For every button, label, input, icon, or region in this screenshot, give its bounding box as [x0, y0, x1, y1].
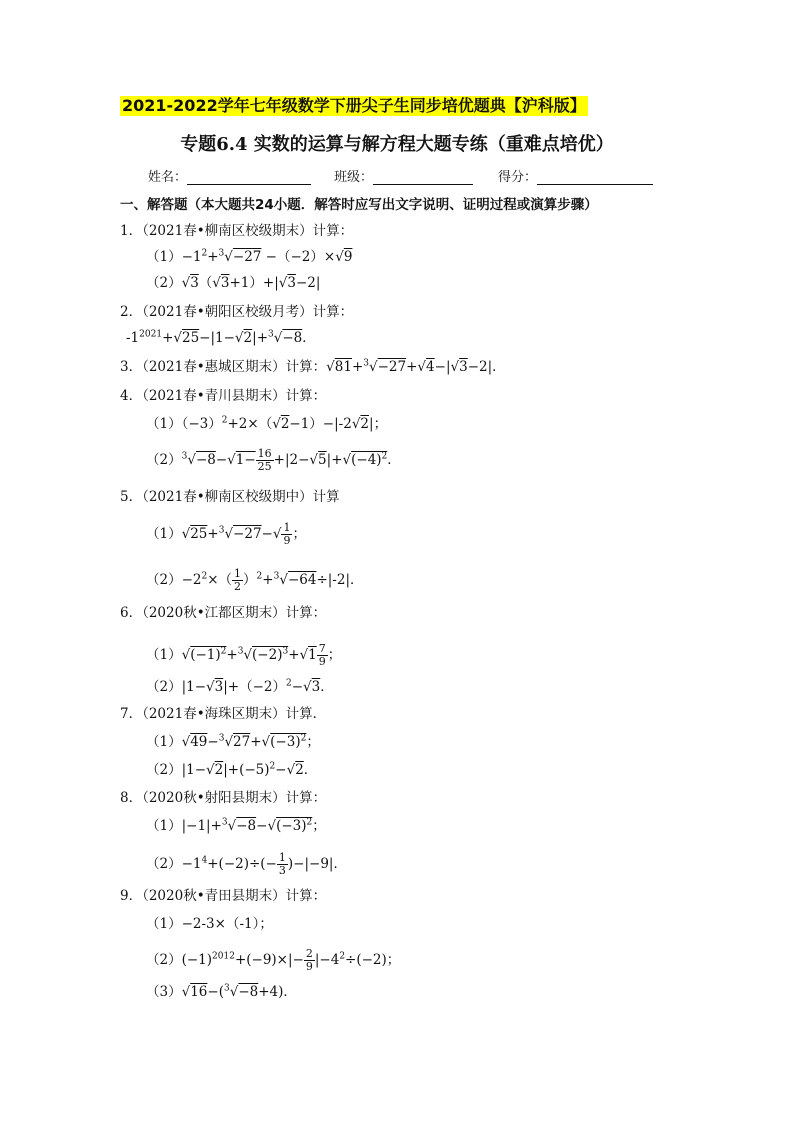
problem-6-label: 6．（2020秋•江都区期末）计算： [120, 605, 327, 621]
problem-9-label: 9．（2020秋•青田县期末）计算： [120, 888, 327, 904]
problem-5-part-2: $(2)-2^2\times$（ $\frac{1}{2}$ ）$^2$+$^3$√−64÷|-2|． [146, 567, 364, 593]
problem-3-label: 3．（2021春•惠城区期末）计算：√81+$^3$√−27+√4−|√3−2|． [120, 358, 506, 375]
problem-4-part-2: $(2)^3√-8-√1-$ $\frac{16}{25}$ $+|2-√5|+√(-4)^2$． [146, 447, 401, 473]
section-title: 一、解答题（本大题共24小题．解答时应写出文字说明、证明过程或演算步骤） [120, 197, 598, 213]
problem-7-part-2: $(2)|1-√2|+(-5)^2-√2$． [146, 761, 318, 778]
problem-2-label: 2．（2021春•朝阳区校级月考）计算： [120, 304, 354, 320]
problem-2-expression: $-1^{2021}+√25-|1-√2|+^3√-8$． [126, 329, 316, 346]
problem-1-part-1: $(1)-1^2+^3√-27 -(-2)\times√9$ [146, 248, 353, 265]
problem-8-part-1: $(1)|-1|+^3√-8-√(-3)^2$； [146, 817, 326, 834]
problem-5-label: 5．（2021春•柳南区校级期中）计算 [120, 489, 340, 505]
problem-4-part-1: $(1)(-3)^2+2\times(√2-1)-|-2√2|$； [146, 415, 388, 432]
name-blank[interactable] [187, 170, 311, 185]
class-label: 班级： [334, 170, 374, 185]
class-blank[interactable] [373, 170, 473, 185]
problem-4-label: 4．（2021春•青川县期末）计算： [120, 388, 327, 404]
problem-1-label: 1．（2021春•柳南区校级期末）计算： [120, 223, 354, 239]
problem-8-part-2: $(2)-1^4+(-2)\div(-$ $\frac{1}{3}$ )−|−9|． [146, 851, 347, 877]
problem-7-part-1: $(1)√49-^3√27+√(-3)^2$； [146, 733, 320, 750]
problem-9-part-1: （1）−2-3×（-1）； [146, 916, 273, 932]
problem-5-part-1: （1）√25+$^3$√−27−√ $\frac{1}{9}$ ； [146, 521, 306, 547]
name-label: 姓名： [148, 170, 188, 185]
problem-1-part-2: （2）√3（√3+1）+|√3−2| [146, 275, 321, 291]
problem-7-label: 7．（2021春•海珠区期末）计算． [120, 706, 327, 722]
problem-9-part-3: （3）√16−($^3$√−8+4)． [146, 983, 297, 1000]
score-field [498, 166, 653, 185]
problem-9-part-2: $(2)(-1)^{2012}+(-9)\times|-$ $\frac{2}{9}$ $|-4^2\div(-2)$； [146, 947, 401, 973]
problem-6-part-2: $(2)|1-√3|+(-2)^2-√3$． [146, 678, 334, 695]
header-banner: 2021-2022学年七年级数学下册尖子生同步培优题典【沪科版】 [122, 96, 586, 115]
class-field [334, 166, 473, 185]
name-field [148, 166, 311, 185]
problem-6-part-1: $(1)√(-1)^2+^3√(-2)^3+√1$ $\frac{7}{9}$ ； [146, 642, 342, 668]
score-blank[interactable] [537, 170, 653, 185]
score-label: 得分： [498, 170, 538, 185]
problem-8-label: 8．（2020秋•射阳县期末）计算： [120, 790, 327, 806]
page-title: 专题6.4 实数的运算与解方程大题专练（重难点培优） [180, 134, 614, 155]
